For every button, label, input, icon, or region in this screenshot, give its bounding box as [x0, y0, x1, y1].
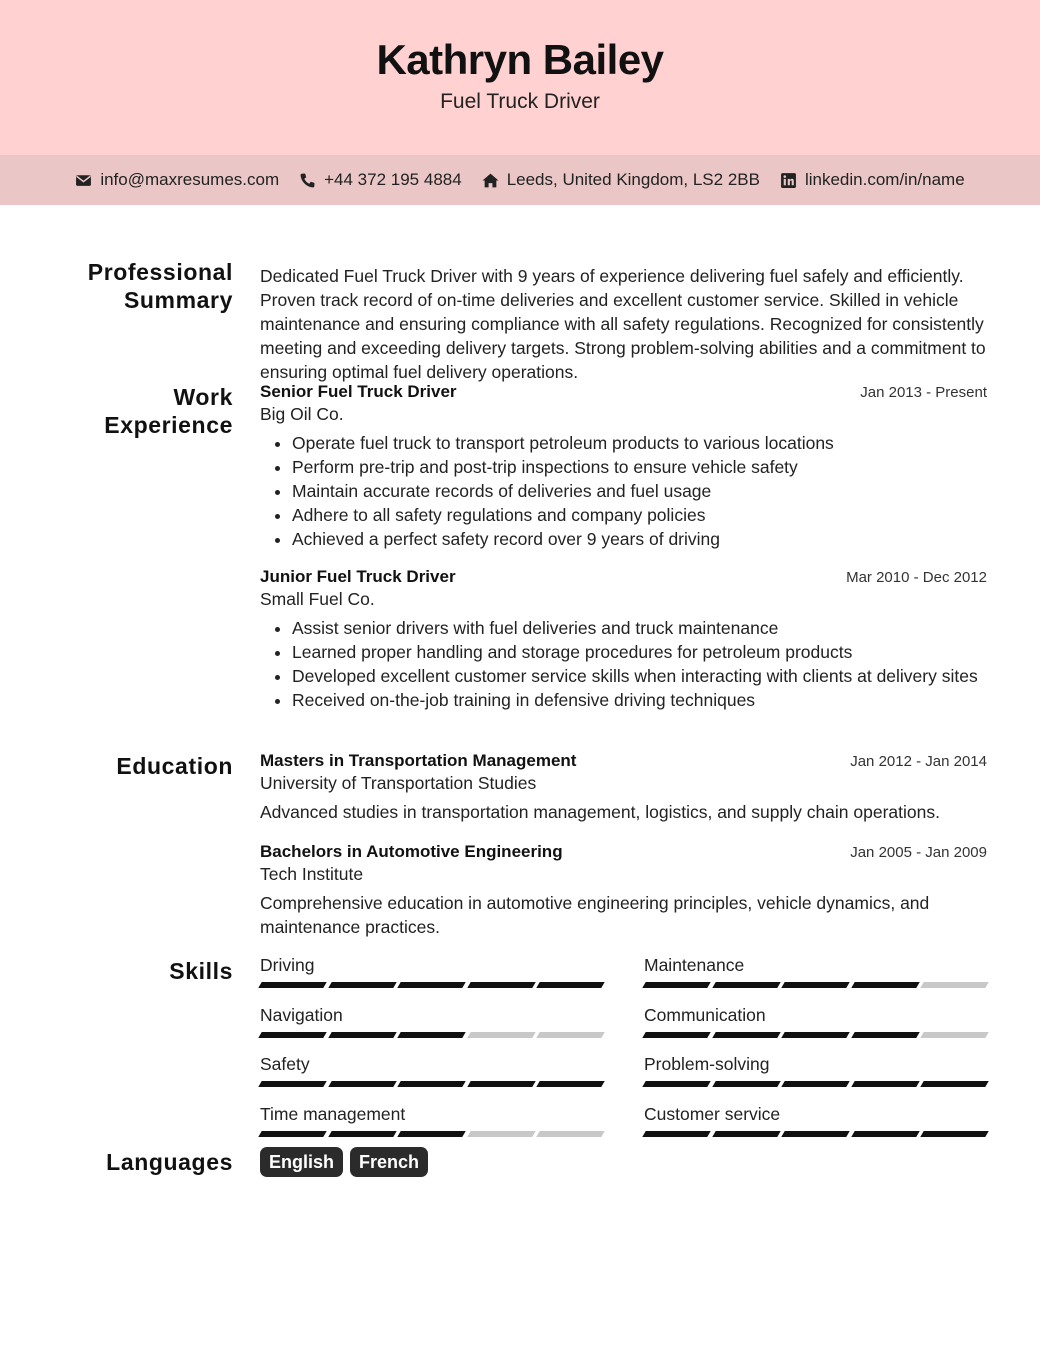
education-item — [260, 751, 987, 824]
job-bullet: • Assist senior drivers with fuel deliveries and truck maintenance — [292, 616, 987, 640]
skill-level-segment-empty — [467, 1131, 535, 1137]
skill-name: Maintenance — [644, 955, 745, 975]
school-name: Tech Institute — [260, 864, 364, 884]
contact-address-text: Leeds, United Kingdom, LS2 2BB — [506, 170, 760, 189]
skill-level-segment-filled — [851, 1032, 919, 1038]
skill-level-segment-empty — [536, 1032, 604, 1038]
degree-date: Jan 2005 - Jan 2009 — [850, 844, 987, 861]
skill-level-segment-empty — [467, 1032, 535, 1038]
skill-level-segment-filled — [258, 1032, 326, 1038]
skill-level-segment-filled — [920, 1131, 988, 1137]
skill-level-segment-filled — [328, 1131, 396, 1137]
language-pill: French — [350, 1147, 428, 1177]
summary-block — [260, 264, 987, 384]
section-title-line: Skills — [169, 958, 233, 984]
summary-text: Dedicated Fuel Truck Driver with 9 years of experience delivering fuel safely and efficiently. Proven track record of on-time deliveries and excellent customer service. Skilled in vehicle maintenance and ensuring compliance with all safety regulations. Recognized for consistently meeting and exceeding delivery targets. Strong problem-solving abilities and a commitment to ensuring optimal fuel delivery operations. — [260, 266, 986, 382]
skill-item — [644, 1104, 987, 1137]
contact-email[interactable] — [75, 170, 279, 190]
job-bullet: • Perform pre-trip and post-trip inspections to ensure vehicle safety — [292, 455, 987, 479]
skill-name: Problem-solving — [644, 1054, 770, 1074]
skill-name: Communication — [644, 1005, 766, 1025]
skill-level-segment-filled — [467, 1081, 535, 1087]
language-pill: English — [260, 1147, 343, 1177]
section-title-line: Education — [116, 753, 233, 779]
skill-level-bar — [260, 1081, 603, 1087]
home-icon — [482, 172, 499, 189]
contact-address — [482, 170, 760, 190]
skill-level-bar — [644, 1131, 987, 1137]
skill-level-bar — [260, 1032, 603, 1038]
job-bullet: • Developed excellent customer service skills when interacting with clients at delivery sites — [292, 664, 987, 688]
job-date: Jan 2013 - Present — [860, 384, 987, 401]
section-title-line: Languages — [106, 1149, 233, 1175]
skill-item — [644, 1005, 987, 1038]
skill-level-segment-filled — [851, 1081, 919, 1087]
education-item — [260, 842, 987, 939]
skill-level-segment-filled — [712, 1081, 780, 1087]
job-bullet: • Maintain accurate records of deliveries and fuel usage — [292, 479, 987, 503]
job-date: Mar 2010 - Dec 2012 — [846, 569, 987, 586]
skill-item — [644, 1054, 987, 1087]
skill-level-segment-empty — [920, 1032, 988, 1038]
skill-name: Driving — [260, 955, 315, 975]
job-company: Big Oil Co. — [260, 404, 344, 424]
skill-level-segment-filled — [781, 1081, 849, 1087]
skill-item — [260, 1054, 603, 1087]
section-title-line: Work — [173, 384, 233, 410]
skill-level-segment-filled — [781, 1032, 849, 1038]
candidate-name: Kathryn Bailey — [376, 36, 664, 83]
skill-level-segment-filled — [328, 1081, 396, 1087]
skill-level-segment-filled — [397, 1032, 465, 1038]
skill-level-segment-filled — [712, 982, 780, 988]
section-title-summary — [88, 258, 233, 314]
skill-name: Safety — [260, 1054, 310, 1074]
skill-level-segment-filled — [642, 1032, 710, 1038]
job-company: Small Fuel Co. — [260, 589, 375, 609]
skill-level-bar — [644, 1032, 987, 1038]
skill-level-segment-filled — [328, 1032, 396, 1038]
contact-linkedin[interactable] — [780, 170, 965, 190]
skill-name: Navigation — [260, 1005, 343, 1025]
work-item — [260, 382, 987, 551]
skill-level-segment-filled — [712, 1032, 780, 1038]
skill-level-segment-filled — [397, 982, 465, 988]
skill-level-segment-filled — [781, 1131, 849, 1137]
skill-level-segment-filled — [328, 982, 396, 988]
skill-level-segment-empty — [536, 1131, 604, 1137]
section-title-line: Summary — [123, 287, 233, 313]
degree-title: Masters in Transportation Management — [260, 751, 577, 770]
candidate-role: Fuel Truck Driver — [440, 90, 600, 113]
job-bullets — [260, 431, 987, 551]
degree-date: Jan 2012 - Jan 2014 — [850, 753, 987, 770]
contact-phone[interactable] — [299, 170, 462, 190]
section-title-line: Professional — [87, 259, 233, 285]
skill-name: Time management — [260, 1104, 406, 1124]
job-bullets — [260, 616, 987, 712]
skill-item — [260, 955, 603, 988]
skill-level-bar — [644, 1081, 987, 1087]
contact-linkedin-text: linkedin.com/in/name — [804, 170, 965, 189]
skill-level-segment-empty — [920, 982, 988, 988]
skill-level-segment-filled — [642, 1131, 710, 1137]
skill-level-segment-filled — [467, 982, 535, 988]
skill-level-bar — [260, 982, 603, 988]
skill-item — [644, 955, 987, 988]
linkedin-icon — [780, 172, 797, 189]
contact-bar — [0, 155, 1040, 205]
skill-name: Customer service — [644, 1104, 781, 1124]
skill-level-segment-filled — [258, 982, 326, 988]
skill-level-segment-filled — [536, 982, 604, 988]
degree-description: Comprehensive education in automotive engineering principles, vehicle dynamics, and maintenance practices. — [260, 893, 930, 937]
section-title-work — [104, 383, 233, 439]
job-bullet: • Learned proper handling and storage procedures for petroleum products — [292, 640, 987, 664]
degree-title: Bachelors in Automotive Engineering — [260, 842, 563, 861]
contact-email-text: info@maxresumes.com — [100, 170, 280, 189]
resume-header — [0, 0, 1040, 155]
skill-item — [260, 1104, 603, 1137]
section-title-line: Experience — [104, 412, 233, 438]
job-bullet: • Operate fuel truck to transport petroleum products to various locations — [292, 431, 987, 455]
skill-level-segment-filled — [258, 1081, 326, 1087]
envelope-icon — [75, 172, 92, 189]
skill-level-segment-filled — [536, 1081, 604, 1087]
skill-level-segment-filled — [642, 1081, 710, 1087]
job-title: Junior Fuel Truck Driver — [260, 567, 456, 586]
section-title-languages — [106, 1148, 233, 1176]
job-bullet: • Achieved a perfect safety record over 9 years of driving — [292, 527, 987, 551]
skill-level-segment-filled — [851, 982, 919, 988]
languages-list — [260, 1147, 435, 1177]
skill-level-bar — [260, 1131, 603, 1137]
skill-item — [260, 1005, 603, 1038]
work-item — [260, 567, 987, 712]
skill-level-segment-filled — [781, 982, 849, 988]
phone-icon — [299, 172, 316, 189]
skill-level-segment-filled — [642, 982, 710, 988]
skill-level-segment-filled — [851, 1131, 919, 1137]
job-bullet: • Adhere to all safety regulations and company policies — [292, 503, 987, 527]
contact-phone-text: +44 372 195 4884 — [324, 170, 462, 189]
skill-level-bar — [644, 982, 987, 988]
skill-level-segment-filled — [920, 1081, 988, 1087]
section-title-skills — [169, 957, 233, 985]
degree-description: Advanced studies in transportation management, logistics, and supply chain operations. — [260, 802, 940, 822]
skill-level-segment-filled — [258, 1131, 326, 1137]
skill-level-segment-filled — [397, 1131, 465, 1137]
job-bullet: • Received on-the-job training in defensive driving techniques — [292, 688, 987, 712]
school-name: University of Transportation Studies — [260, 773, 537, 793]
job-title: Senior Fuel Truck Driver — [260, 382, 457, 401]
skill-level-segment-filled — [712, 1131, 780, 1137]
section-title-education — [116, 752, 233, 780]
skill-level-segment-filled — [397, 1081, 465, 1087]
